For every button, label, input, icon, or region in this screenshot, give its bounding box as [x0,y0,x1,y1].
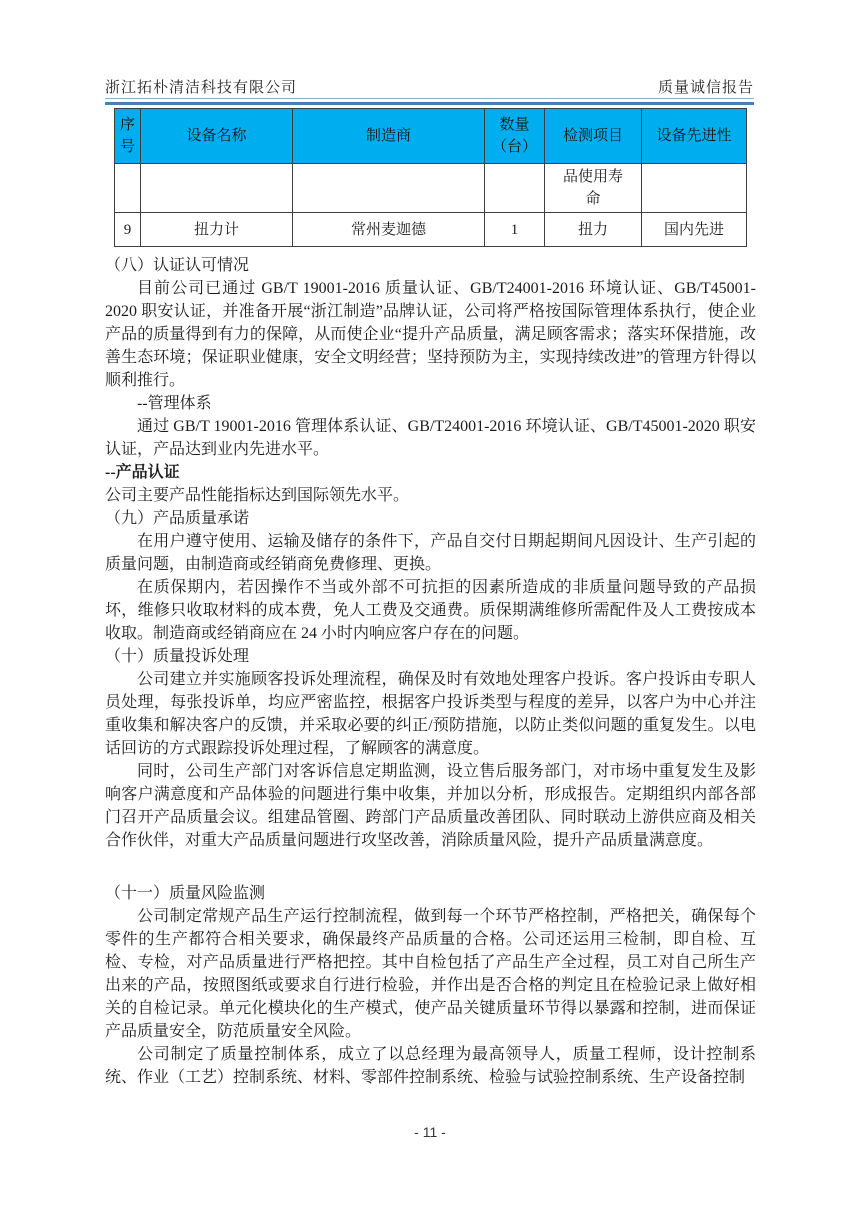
column-header: 检测项目 [545,109,642,164]
table-cell: 品使用寿命 [545,164,642,213]
report-title: 质量诚信报告 [657,80,754,96]
table-cell: 扭力 [545,213,642,247]
column-header: 序号 [115,109,141,164]
page-number: - 11 - [414,1124,446,1140]
table-cell [115,164,141,213]
section-9-heading: （九）产品质量承诺 [105,510,250,527]
product-cert-label: --产品认证 [105,464,180,481]
section-11-heading: （十一）质量风险监测 [105,885,266,902]
section-10-para-1: 公司建立并实施顾客投诉处理流程，确保及时有效地处理客户投诉。客户投诉由专职人员处理，每张投诉单，均应严密监控，根据客户投诉类型与程度的差异，以客户为中心并注重收集和解决客户的反馈，并采取必要的纠正/预防措施，以防止类似问题的重复发生。以电话回访的方式跟踪投诉处理过程，了解顾客的满意度。 [105,671,756,757]
management-system-label: --管理体系 [137,395,212,412]
section-9-para-2: 在质保期内，若因操作不当或外部不可抗拒的因素所造成的非质量问题导致的产品损坏，维修只收取材料的成本费，免人工费及交通费。质保期满维修所需配件及人工费按成本收取。制造商或经销商应在 24 小时内响应客户存在的问题。 [105,579,756,642]
section-11-para-1: 公司制定常规产品生产运行控制流程，做到每一个环节严格控制，严格把关，确保每个零件的生产都符合相关要求，确保最终产品质量的合格。公司还运用三检制，即自检、互检、专检，对产品质量进行严格把控。其中自检包括了产品生产全过程，员工对自己所生产出来的产品，按照图纸或要求自行进行检验，并作出是否合格的判定且在检验记录上做好相关的自检记录。单元化模块化的生产模式，使产品关键质量环节得以暴露和控制，进而保证产品质量安全，防范质量安全风险。 [105,908,756,1040]
table-cell: 国内先进 [642,213,747,247]
table-cell: 常州麦迦德 [293,213,485,247]
equipment-table [114,108,747,247]
table-header-row [115,109,747,164]
table-cell [293,164,485,213]
table-cell: 1 [485,213,545,247]
document-body [105,254,756,1089]
table-cell [642,164,747,213]
column-header: 设备先进性 [642,109,747,164]
management-system-para: 通过 GB/T 19001-2016 管理体系认证、GB/T24001-2016 环境认证、GB/T45001-2020 职安认证，产品达到业内先进水平。 [105,418,756,458]
company-name: 浙江拓朴清洁科技有限公司 [105,80,298,96]
column-header: 数量（台） [485,109,545,164]
table-cell [485,164,545,213]
page-header [105,76,754,97]
section-11-para-2: 公司制定了质量控制体系，成立了以总经理为最高领导人，质量工程师，设计控制系统、作业（工艺）控制系统、材料、零部件控制系统、检验与试验控制系统、生产设备控制 [105,1046,756,1086]
page-footer [0,1124,860,1140]
table-cell [141,164,293,213]
section-10-heading: （十）质量投诉处理 [105,648,250,665]
table-row [115,213,747,247]
header-rule [105,98,754,105]
section-10-para-2: 同时，公司生产部门对客诉信息定期监测，设立售后服务部门，对市场中重复发生及影响客户满意度和产品体验的问题进行集中收集，并加以分析，形成报告。定期组织内部各部门召开产品质量会议。组建品管圈、跨部门产品质量改善团队、同时联动上游供应商及相关合作伙伴，对重大产品质量问题进行攻坚改善，消除质量风险，提升产品质量满意度。 [105,763,756,849]
section-8-para-1: 目前公司已通过 GB/T 19001-2016 质量认证、GB/T24001-2016 环境认证、GB/T45001-2020 职安认证，并准备开展“浙江制造”品牌认证，公司将严格按国际管理体系执行，使企业产品的质量得到有力的保障，从而使企业“提升产品质量，满足顾客需求；落实环保措施，改善生态环境；保证职业健康，安全文明经营；坚持预防为主，实现持续改进”的管理方针得以顺利推行。 [105,280,756,389]
column-header: 设备名称 [141,109,293,164]
section-9-para-1: 在用户遵守使用、运输及储存的条件下，产品自交付日期起期间凡因设计、生产引起的质量问题，由制造商或经销商免费修理、更换。 [105,533,756,573]
section-8-heading: （八）认证认可情况 [105,257,250,274]
table-cell: 9 [115,213,141,247]
table-row [115,164,747,213]
section-gap [105,852,756,882]
table-cell: 扭力计 [141,213,293,247]
product-cert-para: 公司主要产品性能指标达到国际领先水平。 [105,487,410,504]
column-header: 制造商 [293,109,485,164]
